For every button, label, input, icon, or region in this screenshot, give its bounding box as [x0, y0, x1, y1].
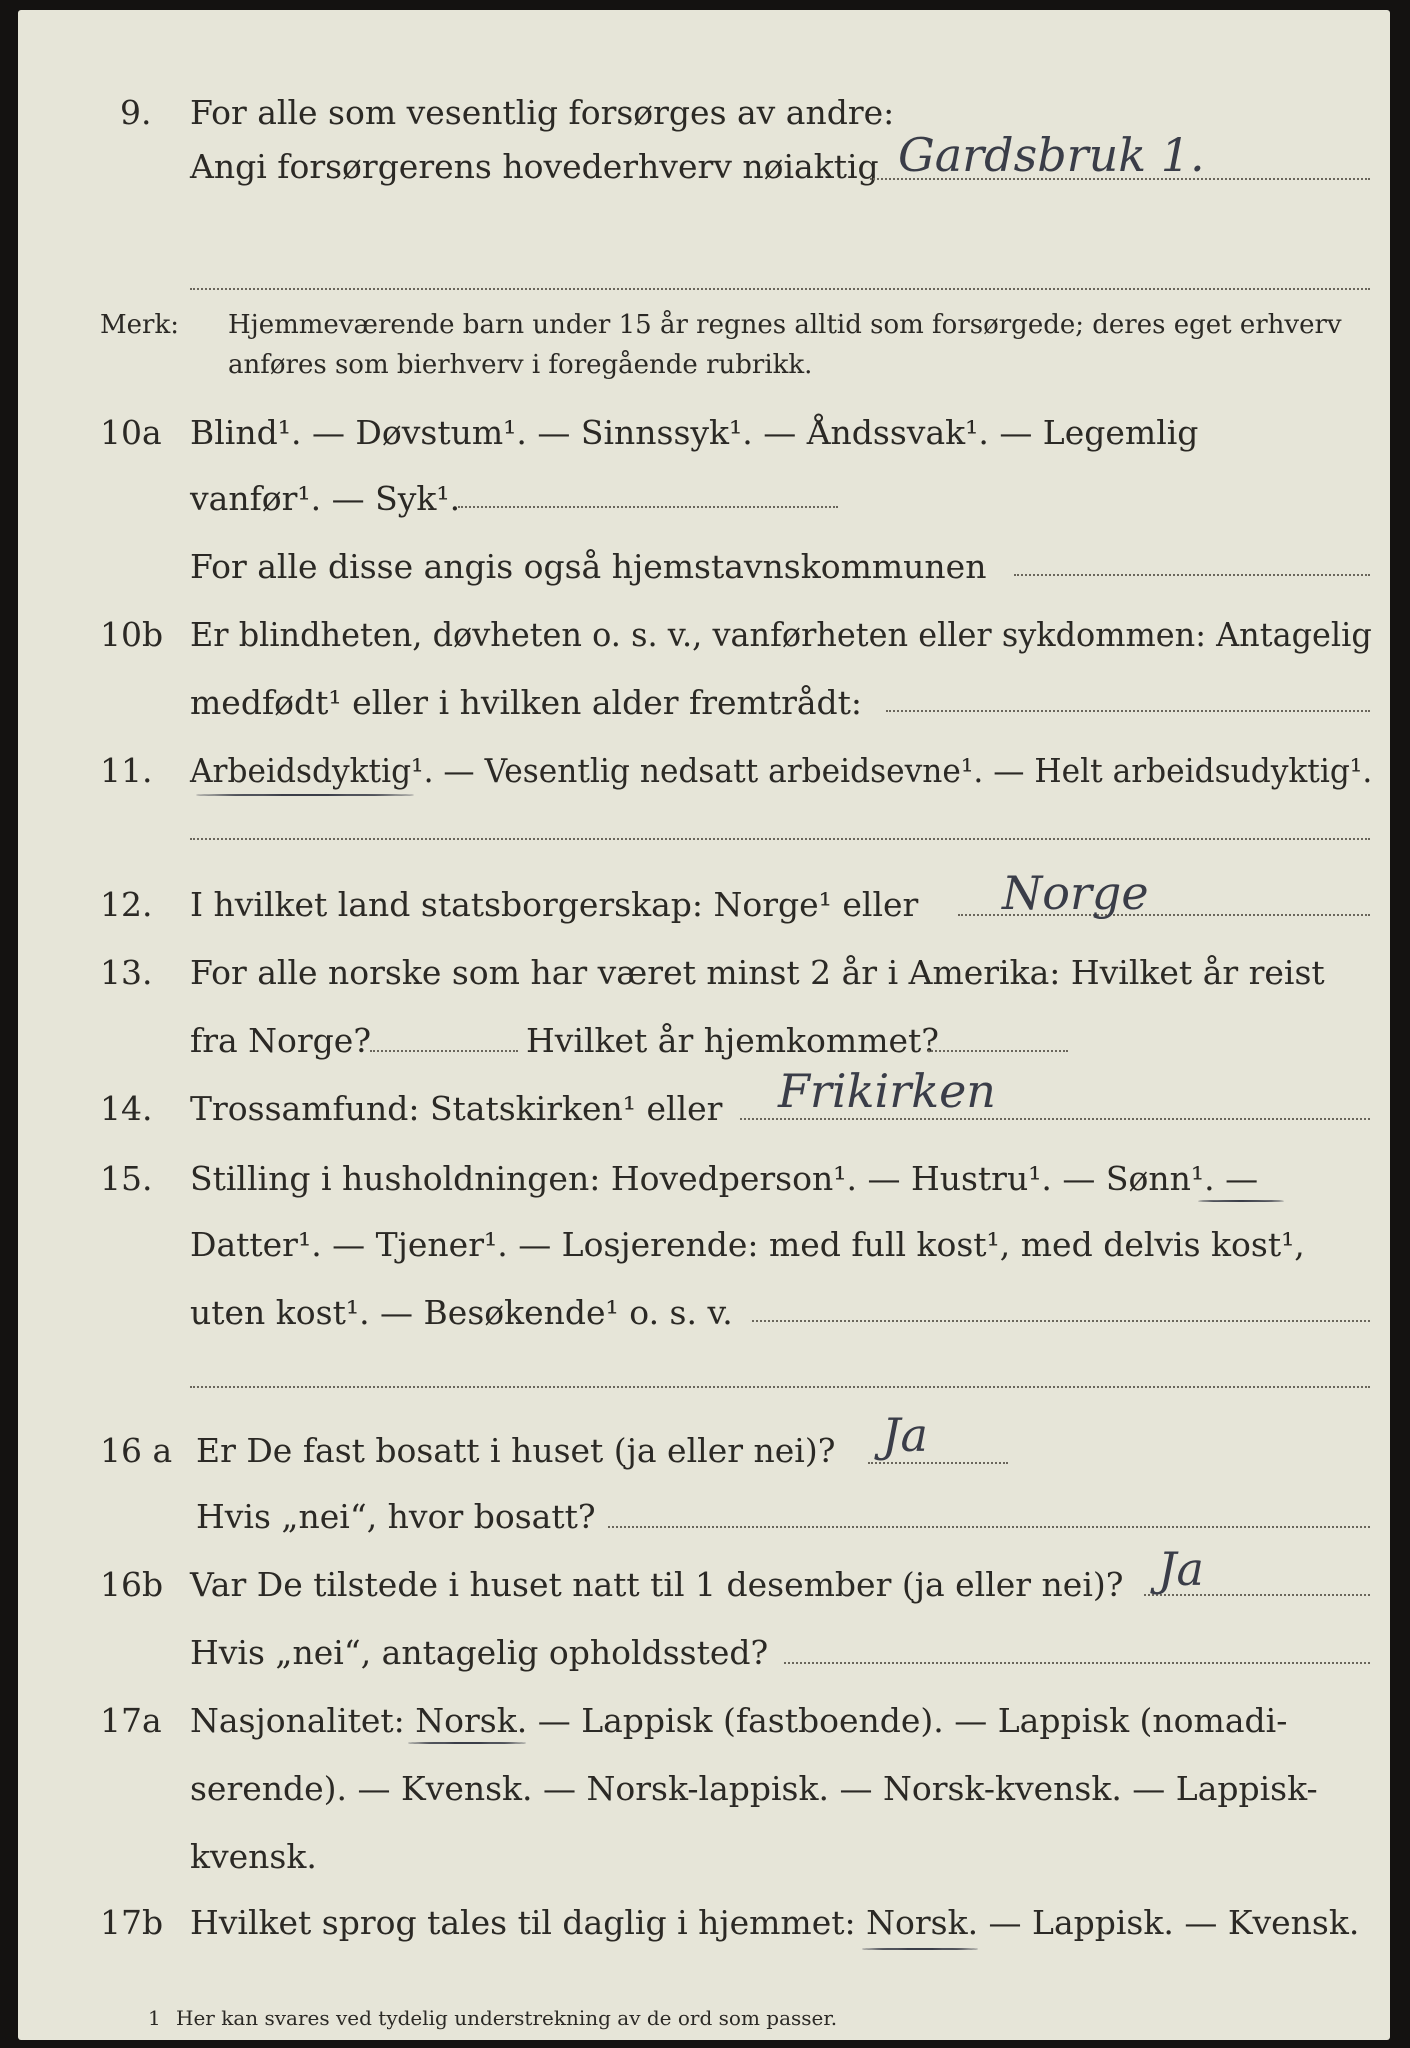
- q10a-line-2: vanfør¹. — Syk¹.: [190, 479, 461, 518]
- q17a-line-1: Nasjonalitet: Norsk. — Lappisk (fastboende). — Lappisk (nomadi-: [190, 1701, 1288, 1740]
- q14-number: 14.: [100, 1089, 153, 1128]
- q10b-line-2: medfødt¹ eller i hvilken alder fremtrådt:: [190, 683, 863, 722]
- q17b-underline-mark: [862, 1948, 978, 1950]
- q16b-number: 16b: [100, 1565, 164, 1604]
- q10a-answer-line: [458, 506, 838, 508]
- q10b-answer-line: [886, 710, 1370, 712]
- q17b-number: 17b: [100, 1903, 164, 1942]
- q9-answer-handwritten: Gardsbruk 1.: [898, 128, 1205, 182]
- q11-answer-line: [190, 838, 1370, 840]
- q12-number: 12.: [100, 885, 153, 924]
- q13-return-line: [928, 1050, 1068, 1052]
- q15-line-1: Stilling i husholdningen: Hovedperson¹. — Hustru¹. — Sønn¹. —: [190, 1159, 1259, 1198]
- q10a-line-1: Blind¹. — Døvstum¹. — Sinnssyk¹. — Åndssvak¹. — Legemlig: [190, 413, 1199, 452]
- q12-answer-handwritten: Norge: [1002, 866, 1149, 920]
- q10a-municipality-line: [1014, 574, 1370, 576]
- q17a-line-2: serende). — Kvensk. — Norsk-lappisk. — Norsk-kvensk. — Lappisk-: [190, 1769, 1318, 1808]
- q9-number: 9.: [120, 93, 152, 132]
- q14-answer-handwritten: Frikirken: [778, 1064, 996, 1118]
- q16a-line-1: Er De fast bosatt i huset (ja eller nei)?: [196, 1431, 836, 1470]
- q16a-residence-line: [608, 1526, 1370, 1528]
- q15-line-2: Datter¹. — Tjener¹. — Losjerende: med full kost¹, med delvis kost¹,: [190, 1225, 1305, 1264]
- q15-extra-line: [190, 1386, 1370, 1388]
- q16a-answer-handwritten: Ja: [882, 1408, 928, 1462]
- q11-underline-mark: [196, 794, 414, 796]
- merk-line-1: Hjemmeværende barn under 15 år regnes alltid som forsørgede; deres eget erhverv: [228, 310, 1342, 340]
- q14-answer-line: [740, 1118, 1370, 1120]
- q13-line-1: For alle norske som har været minst 2 år i Amerika: Hvilket år reist: [190, 953, 1325, 992]
- q13-from-line: [370, 1050, 518, 1052]
- q13-from-label: fra Norge?: [190, 1021, 372, 1060]
- q10b-line-1: Er blindheten, døvheten o. s. v., vanførheten eller sykdommen: Antagelig: [190, 615, 1372, 654]
- q12-line-1: I hvilket land statsborgerskap: Norge¹ eller: [190, 885, 919, 924]
- q17b-line-1: Hvilket sprog tales til daglig i hjemmet: Norsk. — Lappisk. — Kvensk.: [190, 1903, 1360, 1942]
- q9-field-label: Angi forsørgerens hovederhverv nøiaktig: [190, 147, 879, 186]
- q10a-number: 10a: [100, 413, 162, 452]
- q16b-line-1: Var De tilstede i huset natt til 1 desember (ja eller nei)?: [190, 1565, 1124, 1604]
- q9-extra-line: [190, 288, 1370, 290]
- q16b-answer-handwritten: Ja: [1158, 1542, 1204, 1596]
- merk-label: Merk:: [100, 310, 179, 340]
- q16a-line-2: Hvis „nei“, hvor bosatt?: [196, 1497, 596, 1536]
- q16b-line-2: Hvis „nei“, antagelig opholdssted?: [190, 1633, 769, 1672]
- q16a-number: 16 a: [100, 1431, 173, 1470]
- form-sheet: [18, 10, 1390, 2040]
- q17a-underline-mark: [408, 1742, 526, 1744]
- q11-line-1: Arbeidsdyktig¹. — Vesentlig nedsatt arbeidsevne¹. — Helt arbeidsudyktig¹.: [190, 751, 1373, 790]
- q11-number: 11.: [100, 751, 153, 790]
- q13-return-label: Hvilket år hjemkommet?: [526, 1021, 939, 1060]
- q10b-number: 10b: [100, 615, 164, 654]
- q15-underline-mark: [1198, 1200, 1284, 1202]
- q9-question: For alle som vesentlig forsørges av andre:: [190, 93, 895, 132]
- q13-number: 13.: [100, 953, 153, 992]
- q17a-line-3: kvensk.: [190, 1837, 317, 1876]
- merk-line-2: anføres som bierhverv i foregående rubrikk.: [228, 350, 813, 380]
- q15-line-3: uten kost¹. — Besøkende¹ o. s. v.: [190, 1293, 733, 1332]
- q14-line-1: Trossamfund: Statskirken¹ eller: [190, 1089, 723, 1128]
- q16b-location-line: [784, 1662, 1370, 1664]
- q17a-number: 17a: [100, 1701, 162, 1740]
- footnote-mark: 1: [148, 2006, 161, 2030]
- q15-number: 15.: [100, 1159, 153, 1198]
- footnote-text: Her kan svares ved tydelig understrekning av de ord som passer.: [176, 2006, 838, 2030]
- q15-answer-line: [752, 1320, 1370, 1322]
- q10a-line-3: For alle disse angis også hjemstavnskommunen: [190, 547, 987, 586]
- q16a-answer-line: [868, 1462, 1008, 1464]
